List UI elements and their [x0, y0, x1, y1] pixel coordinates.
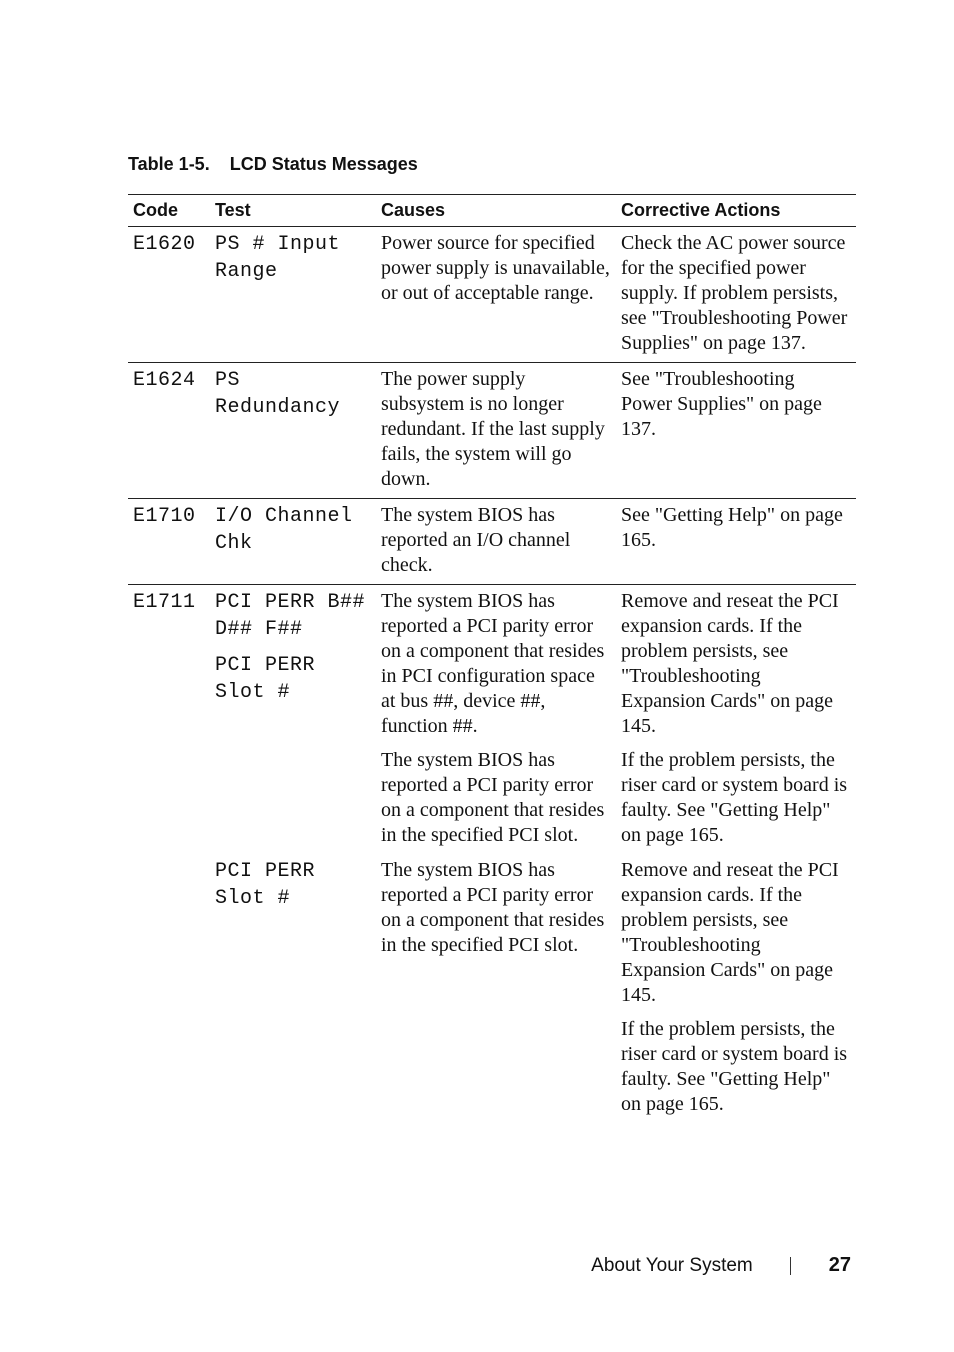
test-text: I/O Channel Chk — [215, 505, 353, 555]
table-row — [128, 227, 856, 363]
test-text: PCI PERR B## D## F## — [215, 591, 366, 641]
footer-section-title: About Your System — [591, 1254, 753, 1276]
test-text: PCI PERR Slot # — [215, 654, 316, 704]
header-causes: Causes — [381, 200, 446, 220]
table-title: LCD Status Messages — [229, 154, 418, 174]
code-cell: E1620 — [133, 233, 196, 256]
cause-text: The system BIOS has reported an I/O channel check. — [381, 504, 571, 576]
cause-text: The power supply subsystem is no longer redundant. If the last supply fails, the system will go down. — [381, 368, 605, 490]
actions-cell — [616, 585, 856, 854]
test-text: PCI PERR Slot # — [215, 860, 316, 910]
code-cell: E1711 — [133, 591, 196, 614]
table-row — [128, 585, 856, 854]
test-text: PS Redundancy — [215, 369, 341, 419]
causes-cell — [376, 499, 616, 584]
test-text: PS # Input Range — [215, 233, 341, 283]
cause-text: The system BIOS has reported a PCI parity error on a component that resides in the specified PCI slot. — [381, 749, 605, 846]
cause-text: Power source for specified power supply is unavailable, or out of acceptable range. — [381, 232, 610, 304]
actions-cell — [616, 227, 856, 362]
footer-divider — [790, 1257, 791, 1275]
action-text: If the problem persists, the riser card or system board is faulty. See "Getting Help" on page 165. — [621, 749, 848, 846]
page-footer — [591, 1254, 851, 1277]
causes-cell — [376, 227, 616, 362]
cause-text: The system BIOS has reported a PCI parity error on a component that resides in the specified PCI slot. — [381, 859, 605, 956]
causes-cell — [376, 363, 616, 498]
actions-cell — [616, 854, 856, 1123]
actions-cell — [616, 499, 856, 584]
lcd-status-table — [128, 194, 856, 1123]
code-cell: E1624 — [133, 369, 196, 392]
table-caption — [128, 154, 418, 175]
action-text: If the problem persists, the riser card or system board is faulty. See "Getting Help" on page 165. — [621, 1018, 848, 1115]
page-number: 27 — [828, 1254, 851, 1276]
table-row — [128, 854, 856, 1123]
action-text: Remove and reseat the PCI expansion cards. If the problem persists, see "Troubleshooting Expansion Cards" on page 145. — [621, 859, 839, 1006]
table-row — [128, 363, 856, 499]
table-header-row — [128, 195, 856, 227]
code-cell — [128, 854, 210, 1123]
test-cell — [210, 854, 376, 1123]
actions-cell — [616, 363, 856, 498]
header-actions: Corrective Actions — [621, 200, 781, 220]
header-test: Test — [215, 200, 251, 220]
test-cell — [210, 585, 376, 854]
cause-text: The system BIOS has reported a PCI parity error on a component that resides in PCI configuration space at bus ##, device ##, function ##. — [381, 590, 605, 737]
code-cell: E1710 — [133, 505, 196, 528]
action-text: See "Troubleshooting Power Supplies" on page 137. — [621, 368, 822, 440]
test-cell — [210, 499, 376, 584]
table-row — [128, 499, 856, 585]
test-cell — [210, 363, 376, 498]
action-text: See "Getting Help" on page 165. — [621, 504, 843, 551]
causes-cell — [376, 585, 616, 854]
causes-cell — [376, 854, 616, 1123]
action-text: Remove and reseat the PCI expansion cards. If the problem persists, see "Troubleshooting Expansion Cards" on page 145. — [621, 590, 839, 737]
table-number: Table 1-5. — [128, 154, 210, 174]
test-cell — [210, 227, 376, 362]
header-code: Code — [133, 200, 178, 220]
action-text: Check the AC power source for the specified power supply. If problem persists, see "Troubleshooting Power Supplies" on page 137. — [621, 232, 848, 354]
